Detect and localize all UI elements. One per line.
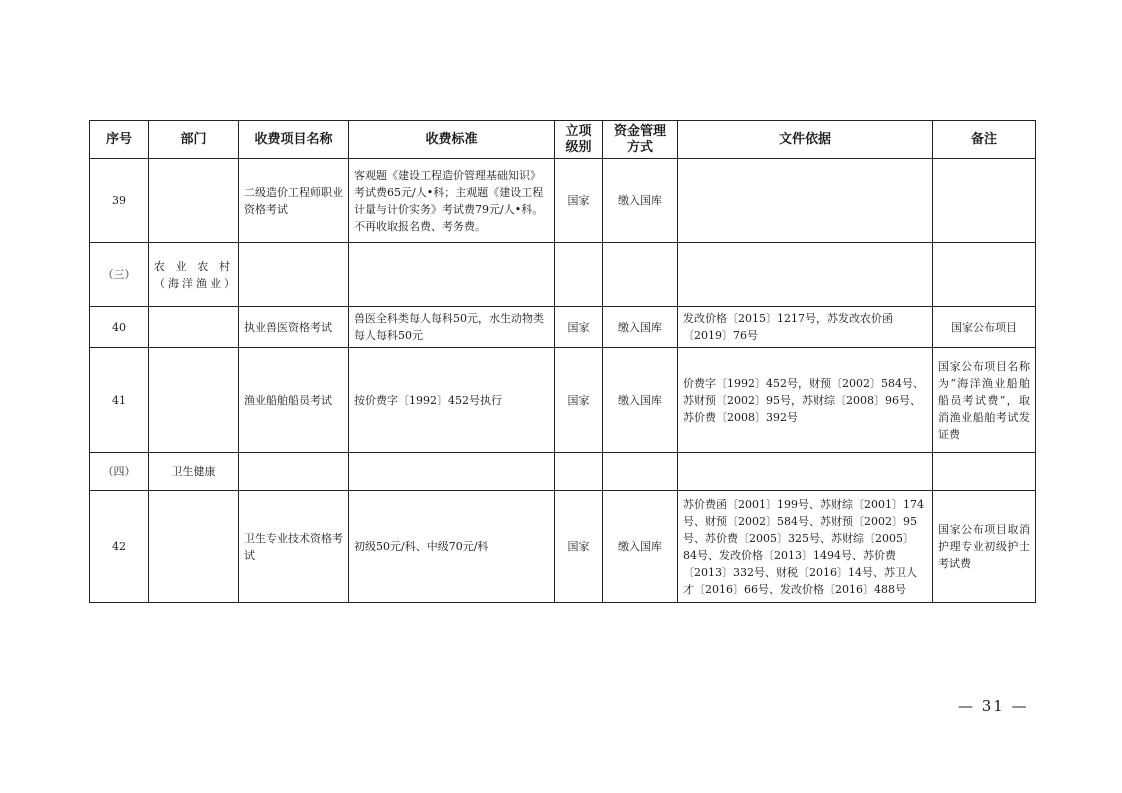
cell-no: 42 [90,491,149,603]
category-row [90,243,1036,307]
cell-name: 二级造价工程师职业资格考试 [239,159,349,243]
cell-empty [349,453,555,491]
header-no: 序号 [90,121,149,159]
cell-name: 执业兽医资格考试 [239,307,349,348]
cell-dept [149,307,239,348]
cell-dept [149,348,239,453]
cell-name: 卫生专业技术资格考试 [239,491,349,603]
cell-level: 国家 [555,159,603,243]
cell-empty [933,243,1036,307]
cell-name: 渔业船舶船员考试 [239,348,349,453]
table-row [90,491,1036,603]
cell-standard: 兽医全科类每人每科50元，水生动物类每人每科50元 [349,307,555,348]
header-name: 收费项目名称 [239,121,349,159]
cell-level: 国家 [555,307,603,348]
cell-note: 国家公布项目 [933,307,1036,348]
cell-fund: 缴入国库 [603,348,678,453]
cell-standard: 初级50元/科、中级70元/科 [349,491,555,603]
cell-empty [678,453,933,491]
header-row [90,121,1036,159]
cell-no: 40 [90,307,149,348]
cell-standard: 按价费字〔1992〕452号执行 [349,348,555,453]
cell-empty [239,243,349,307]
header-dept: 部门 [149,121,239,159]
cell-fund: 缴入国库 [603,159,678,243]
header-basis: 文件依据 [678,121,933,159]
cell-dept [149,159,239,243]
cell-standard: 客观题《建设工程造价管理基础知识》考试费65元/人•科；主观题《建设工程计量与计价实务》考试费79元/人•科。不再收取报名费、考务费。 [349,159,555,243]
cell-empty [603,243,678,307]
cell-basis: 价费字〔1992〕452号，财预〔2002〕584号、苏财预〔2002〕95号，苏财综〔2008〕96号、苏价费〔2008〕392号 [678,348,933,453]
cell-basis: 苏价费函〔2001〕199号、苏财综〔2001〕174号、财预〔2002〕584号、苏财预〔2002〕95号、苏价费〔2005〕325号、苏财综〔2005〕84号、发改价格〔2013〕1494号、苏价费〔2013〕332号、财税〔2016〕14号、苏卫人才〔2016〕66号、发改价格〔2016〕488号 [678,491,933,603]
cell-empty [678,243,933,307]
cell-fund: 缴入国库 [603,491,678,603]
cell-empty [555,243,603,307]
category-no: （四） [90,453,149,491]
cell-no: 41 [90,348,149,453]
cell-note: 国家公布项目取消护理专业初级护士考试费 [933,491,1036,603]
header-fund: 资金管理方式 [603,121,678,159]
page-number: — 31 — [958,697,1029,715]
category-name: 卫生健康 [149,453,239,491]
cell-empty [239,453,349,491]
cell-empty [933,453,1036,491]
header-standard: 收费标准 [349,121,555,159]
cell-level: 国家 [555,491,603,603]
cell-note: 国家公布项目名称为“海洋渔业船舶船员考试费”，取消渔业船舶考试发证费 [933,348,1036,453]
cell-fund: 缴入国库 [603,307,678,348]
fee-table [89,120,1036,603]
header-note: 备注 [933,121,1036,159]
table-row [90,159,1036,243]
cell-basis [678,159,933,243]
category-row [90,453,1036,491]
cell-dept [149,491,239,603]
cell-empty [555,453,603,491]
cell-empty [349,243,555,307]
cell-empty [603,453,678,491]
category-name: 农业农村（海洋渔业） [149,243,239,307]
cell-no: 39 [90,159,149,243]
cell-basis: 发改价格〔2015〕1217号，苏发改农价函〔2019〕76号 [678,307,933,348]
header-level: 立项级别 [555,121,603,159]
table-row [90,348,1036,453]
table-row [90,307,1036,348]
category-no: （三） [90,243,149,307]
cell-note [933,159,1036,243]
cell-level: 国家 [555,348,603,453]
